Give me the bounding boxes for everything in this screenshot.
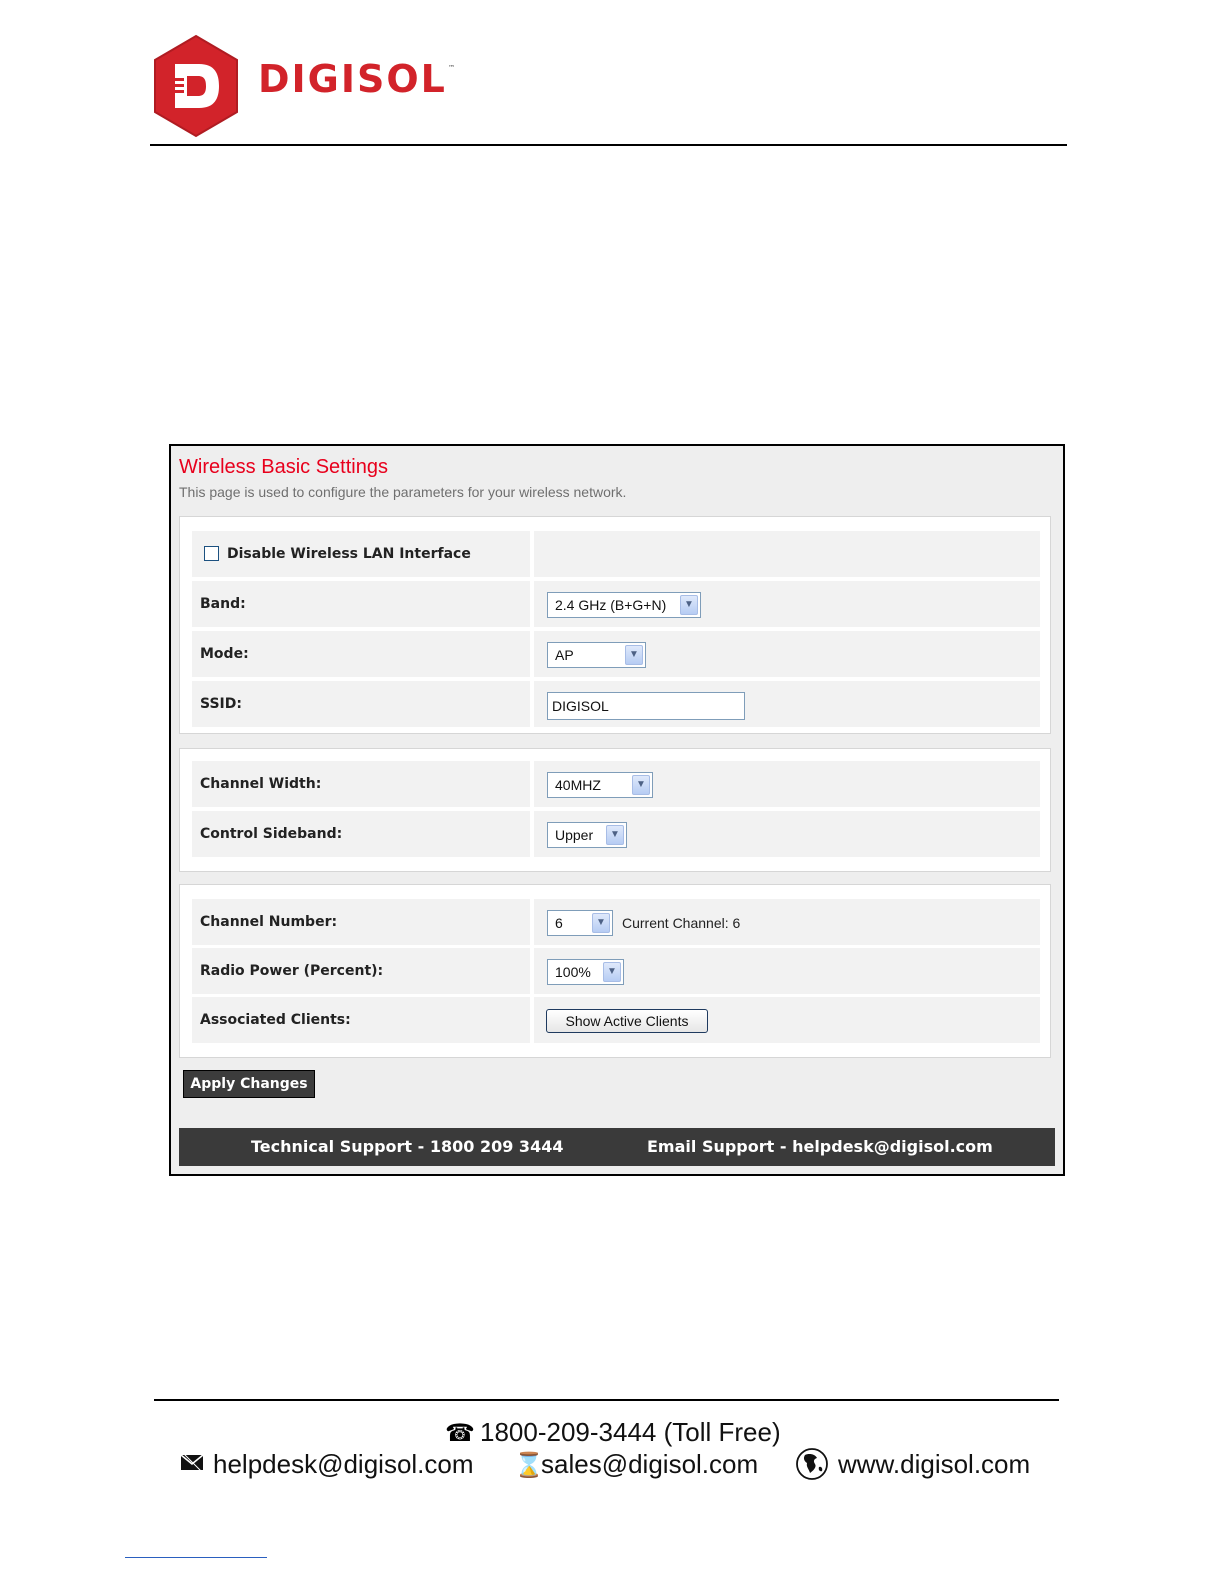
radio-power-row bbox=[192, 948, 1040, 994]
support-bar bbox=[179, 1128, 1055, 1166]
radio-power-select-value: 100% bbox=[555, 964, 591, 980]
chevron-down-icon[interactable]: ▼ bbox=[606, 825, 624, 845]
page-description: This page is used to configure the parameters for your wireless network. bbox=[179, 484, 627, 500]
channel-width-row bbox=[192, 761, 1040, 807]
radio-power-select[interactable] bbox=[547, 959, 624, 985]
mode-value-cell bbox=[534, 631, 1040, 677]
page-title: Wireless Basic Settings bbox=[179, 456, 388, 478]
channel-width-value-cell bbox=[534, 761, 1040, 807]
chevron-down-icon[interactable]: ▼ bbox=[680, 595, 698, 615]
hourglass-icon: ⌛ bbox=[514, 1451, 544, 1479]
radio-power-value-cell bbox=[534, 948, 1040, 994]
mode-row bbox=[192, 631, 1040, 677]
footer-phone: 1800-209-3444 (Toll Free) bbox=[480, 1417, 781, 1447]
chevron-down-icon[interactable]: ▼ bbox=[625, 645, 643, 665]
footer-divider bbox=[154, 1399, 1059, 1401]
mail-icon bbox=[180, 1452, 204, 1472]
ssid-label: SSID: bbox=[192, 681, 530, 727]
chevron-down-icon[interactable]: ▼ bbox=[592, 913, 610, 933]
ssid-row bbox=[192, 681, 1040, 727]
band-select[interactable] bbox=[547, 592, 701, 618]
basic-settings-panel bbox=[179, 516, 1051, 734]
channel-width-select-value: 40MHZ bbox=[555, 777, 601, 793]
globe-icon bbox=[795, 1447, 829, 1481]
channel-number-select[interactable] bbox=[547, 910, 613, 936]
header-divider bbox=[150, 144, 1067, 146]
channel-number-value-cell bbox=[534, 899, 1040, 945]
mode-select-value: AP bbox=[555, 647, 574, 663]
control-sideband-row bbox=[192, 811, 1040, 857]
trademark-mark: ™ bbox=[448, 64, 455, 72]
technical-support-text: Technical Support - 1800 209 3444 bbox=[251, 1137, 564, 1156]
associated-clients-value-cell bbox=[534, 997, 1040, 1043]
digisol-logo-icon bbox=[153, 34, 239, 138]
footer-sales-email: sales@digisol.com bbox=[541, 1449, 759, 1479]
chevron-down-icon[interactable]: ▼ bbox=[632, 775, 650, 795]
band-value-cell bbox=[534, 581, 1040, 627]
apply-changes-button[interactable]: Apply Changes bbox=[183, 1070, 315, 1098]
mode-label: Mode: bbox=[192, 631, 530, 677]
footer-helpdesk-email: helpdesk@digisol.com bbox=[213, 1449, 474, 1479]
channel-number-row bbox=[192, 899, 1040, 945]
wireless-basic-settings-screen bbox=[169, 444, 1065, 1176]
footer-website: www.digisol.com bbox=[838, 1449, 1031, 1479]
chevron-down-icon[interactable]: ▼ bbox=[603, 962, 621, 982]
channel-width-label: Channel Width: bbox=[192, 761, 530, 807]
channel-width-panel bbox=[179, 748, 1051, 872]
associated-clients-row bbox=[192, 997, 1040, 1043]
ssid-value-cell bbox=[534, 681, 1040, 727]
disable-wlan-cell bbox=[192, 531, 530, 577]
phone-icon: ☎ bbox=[445, 1419, 475, 1447]
disable-wlan-checkbox[interactable] bbox=[204, 546, 219, 561]
channel-width-select[interactable] bbox=[547, 772, 653, 798]
radio-settings-panel bbox=[179, 884, 1051, 1058]
control-sideband-value-cell bbox=[534, 811, 1040, 857]
control-sideband-select[interactable] bbox=[547, 822, 627, 848]
band-label: Band: bbox=[192, 581, 530, 627]
mode-select[interactable] bbox=[547, 642, 646, 668]
band-row bbox=[192, 581, 1040, 627]
footer-link-underline bbox=[125, 1557, 267, 1558]
channel-number-label: Channel Number: bbox=[192, 899, 530, 945]
control-sideband-label: Control Sideband: bbox=[192, 811, 530, 857]
associated-clients-label: Associated Clients: bbox=[192, 997, 530, 1043]
disable-wlan-label: Disable Wireless LAN Interface bbox=[227, 546, 471, 562]
show-active-clients-button[interactable]: Show Active Clients bbox=[546, 1009, 708, 1033]
channel-number-select-value: 6 bbox=[555, 915, 563, 931]
disable-wlan-value-cell bbox=[534, 531, 1040, 577]
disable-wlan-row bbox=[192, 531, 1040, 577]
control-sideband-select-value: Upper bbox=[555, 827, 594, 843]
current-channel-text: Current Channel: 6 bbox=[622, 915, 741, 931]
email-support-text: Email Support - helpdesk@digisol.com bbox=[647, 1137, 993, 1156]
radio-power-label: Radio Power (Percent): bbox=[192, 948, 530, 994]
ssid-input[interactable]: DIGISOL bbox=[547, 692, 745, 720]
brand-wordmark: DIGISOL bbox=[258, 57, 447, 101]
band-select-value: 2.4 GHz (B+G+N) bbox=[555, 597, 667, 613]
